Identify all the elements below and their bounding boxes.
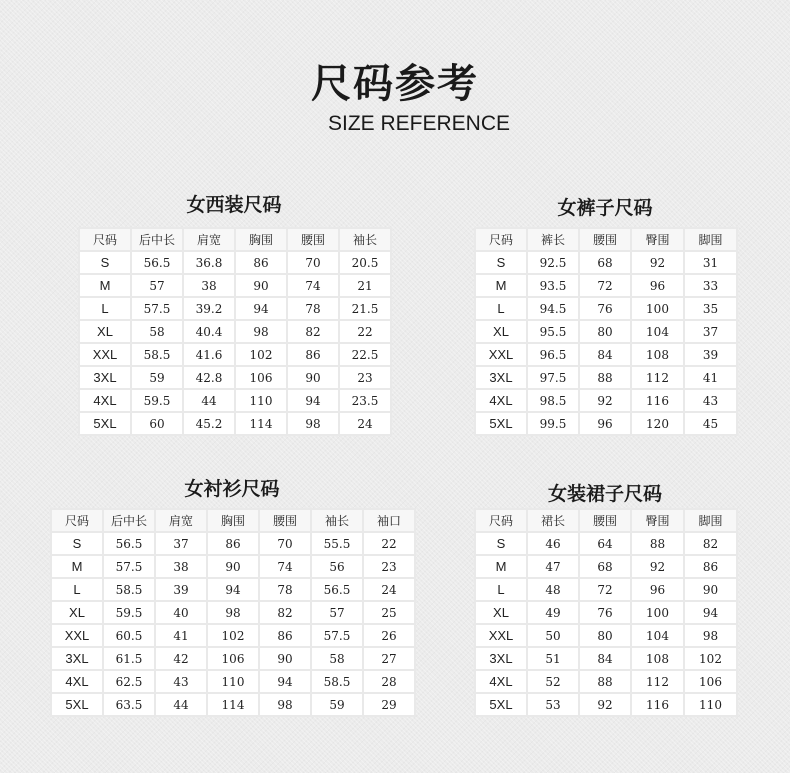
measurement-cell: 52 [527, 670, 579, 693]
size-label-cell: 3XL [51, 647, 103, 670]
measurement-cell: 90 [207, 555, 259, 578]
table-row [79, 251, 391, 274]
measurement-cell: 57 [131, 274, 183, 297]
table-row [79, 366, 391, 389]
size-label-cell: S [51, 532, 103, 555]
table-header-row [51, 509, 415, 532]
measurement-cell: 102 [235, 343, 287, 366]
measurement-cell: 100 [631, 297, 684, 320]
size-label-cell: 5XL [79, 412, 131, 435]
size-label-cell: 5XL [51, 693, 103, 716]
size-label-cell: L [51, 578, 103, 601]
measurement-cell: 60 [131, 412, 183, 435]
measurement-cell: 41 [155, 624, 207, 647]
table-row [51, 647, 415, 670]
size-label-cell: 3XL [475, 366, 527, 389]
size-label-cell: S [79, 251, 131, 274]
size-label-cell: S [475, 532, 527, 555]
measurement-cell: 84 [579, 343, 631, 366]
measurement-cell: 24 [339, 412, 391, 435]
measurement-cell: 72 [579, 274, 631, 297]
measurement-cell: 58.5 [131, 343, 183, 366]
size-label-cell: XL [475, 320, 527, 343]
measurement-cell: 95.5 [527, 320, 579, 343]
table-row [475, 601, 737, 624]
column-header: 袖口 [363, 509, 415, 532]
measurement-cell: 56.5 [131, 251, 183, 274]
size-label-cell: M [475, 274, 527, 297]
measurement-cell: 22.5 [339, 343, 391, 366]
size-label-cell: 4XL [475, 389, 527, 412]
measurement-cell: 58 [311, 647, 363, 670]
measurement-cell: 96.5 [527, 343, 579, 366]
measurement-cell: 21.5 [339, 297, 391, 320]
measurement-cell: 94 [235, 297, 287, 320]
measurement-cell: 59 [131, 366, 183, 389]
pants-size-table [474, 227, 738, 436]
column-header: 尺码 [79, 228, 131, 251]
table-row [51, 601, 415, 624]
column-header: 脚围 [684, 509, 737, 532]
table-row [51, 693, 415, 716]
measurement-cell: 39 [155, 578, 207, 601]
size-label-cell: 3XL [475, 647, 527, 670]
measurement-cell: 41 [684, 366, 737, 389]
measurement-cell: 59 [311, 693, 363, 716]
measurement-cell: 96 [631, 578, 684, 601]
measurement-cell: 94 [207, 578, 259, 601]
size-label-cell: L [475, 297, 527, 320]
table-header-row [475, 509, 737, 532]
size-label-cell: XXL [475, 343, 527, 366]
table-row [475, 555, 737, 578]
measurement-cell: 98 [287, 412, 339, 435]
table-row [475, 532, 737, 555]
measurement-cell: 23 [363, 555, 415, 578]
measurement-cell: 74 [287, 274, 339, 297]
measurement-cell: 116 [631, 693, 684, 716]
table-row [51, 578, 415, 601]
table-row [475, 251, 737, 274]
column-header: 臀围 [631, 509, 684, 532]
measurement-cell: 23.5 [339, 389, 391, 412]
measurement-cell: 59.5 [131, 389, 183, 412]
measurement-cell: 57 [311, 601, 363, 624]
measurement-cell: 35 [684, 297, 737, 320]
measurement-cell: 94 [287, 389, 339, 412]
measurement-cell: 84 [579, 647, 631, 670]
column-header: 裤长 [527, 228, 579, 251]
measurement-cell: 82 [684, 532, 737, 555]
column-header: 后中长 [103, 509, 155, 532]
measurement-cell: 42 [155, 647, 207, 670]
table-row [475, 274, 737, 297]
column-header: 尺码 [475, 509, 527, 532]
table-row [475, 366, 737, 389]
measurement-cell: 100 [631, 601, 684, 624]
table-row [475, 320, 737, 343]
measurement-cell: 92 [579, 693, 631, 716]
size-label-cell: XL [475, 601, 527, 624]
measurement-cell: 44 [183, 389, 235, 412]
column-header: 腰围 [579, 228, 631, 251]
measurement-cell: 110 [684, 693, 737, 716]
column-header: 臀围 [631, 228, 684, 251]
measurement-cell: 96 [631, 274, 684, 297]
size-label-cell: 4XL [475, 670, 527, 693]
table-row [475, 343, 737, 366]
measurement-cell: 93.5 [527, 274, 579, 297]
measurement-cell: 96 [579, 412, 631, 435]
measurement-cell: 98.5 [527, 389, 579, 412]
size-label-cell: XXL [475, 624, 527, 647]
column-header: 脚围 [684, 228, 737, 251]
measurement-cell: 86 [259, 624, 311, 647]
measurement-cell: 58.5 [103, 578, 155, 601]
measurement-cell: 86 [287, 343, 339, 366]
measurement-cell: 51 [527, 647, 579, 670]
measurement-cell: 82 [287, 320, 339, 343]
measurement-cell: 108 [631, 647, 684, 670]
table-row [79, 389, 391, 412]
measurement-cell: 22 [339, 320, 391, 343]
measurement-cell: 27 [363, 647, 415, 670]
measurement-cell: 56.5 [311, 578, 363, 601]
measurement-cell: 36.8 [183, 251, 235, 274]
column-header: 袖长 [339, 228, 391, 251]
measurement-cell: 116 [631, 389, 684, 412]
measurement-cell: 86 [207, 532, 259, 555]
measurement-cell: 23 [339, 366, 391, 389]
measurement-cell: 98 [235, 320, 287, 343]
measurement-cell: 39 [684, 343, 737, 366]
measurement-cell: 112 [631, 366, 684, 389]
measurement-cell: 37 [684, 320, 737, 343]
measurement-cell: 80 [579, 320, 631, 343]
measurement-cell: 88 [579, 670, 631, 693]
table-row [79, 297, 391, 320]
table-row [475, 389, 737, 412]
measurement-cell: 20.5 [339, 251, 391, 274]
measurement-cell: 70 [259, 532, 311, 555]
table-row [475, 647, 737, 670]
measurement-cell: 110 [235, 389, 287, 412]
table-row [475, 693, 737, 716]
measurement-cell: 72 [579, 578, 631, 601]
shirt-size-table [50, 508, 416, 717]
measurement-cell: 24 [363, 578, 415, 601]
measurement-cell: 106 [235, 366, 287, 389]
table-row [475, 578, 737, 601]
measurement-cell: 41.6 [183, 343, 235, 366]
table-header-row [79, 228, 391, 251]
page-title: 尺码参考 [311, 61, 479, 107]
measurement-cell: 78 [259, 578, 311, 601]
measurement-cell: 98 [207, 601, 259, 624]
measurement-cell: 25 [363, 601, 415, 624]
measurement-cell: 80 [579, 624, 631, 647]
column-header: 尺码 [51, 509, 103, 532]
column-header: 后中长 [131, 228, 183, 251]
measurement-cell: 56.5 [103, 532, 155, 555]
measurement-cell: 76 [579, 297, 631, 320]
table-row [475, 670, 737, 693]
measurement-cell: 42.8 [183, 366, 235, 389]
measurement-cell: 38 [155, 555, 207, 578]
shirt-size-title: 女衬衫尺码 [184, 478, 280, 500]
table-row [475, 412, 737, 435]
measurement-cell: 58 [131, 320, 183, 343]
table-row [79, 343, 391, 366]
measurement-cell: 31 [684, 251, 737, 274]
measurement-cell: 58.5 [311, 670, 363, 693]
measurement-cell: 60.5 [103, 624, 155, 647]
size-label-cell: M [51, 555, 103, 578]
measurement-cell: 86 [684, 555, 737, 578]
suit-size-table [78, 227, 392, 436]
table-header-row [475, 228, 737, 251]
table-row [51, 624, 415, 647]
measurement-cell: 53 [527, 693, 579, 716]
measurement-cell: 64 [579, 532, 631, 555]
measurement-cell: 21 [339, 274, 391, 297]
measurement-cell: 99.5 [527, 412, 579, 435]
measurement-cell: 48 [527, 578, 579, 601]
measurement-cell: 120 [631, 412, 684, 435]
measurement-cell: 104 [631, 320, 684, 343]
measurement-cell: 86 [235, 251, 287, 274]
measurement-cell: 28 [363, 670, 415, 693]
measurement-cell: 106 [207, 647, 259, 670]
measurement-cell: 90 [259, 647, 311, 670]
measurement-cell: 94 [259, 670, 311, 693]
skirt-size-title: 女装裙子尺码 [547, 483, 662, 505]
column-header: 腰围 [287, 228, 339, 251]
measurement-cell: 39.2 [183, 297, 235, 320]
measurement-cell: 82 [259, 601, 311, 624]
column-header: 肩宽 [183, 228, 235, 251]
size-label-cell: 4XL [79, 389, 131, 412]
measurement-cell: 63.5 [103, 693, 155, 716]
measurement-cell: 57.5 [131, 297, 183, 320]
measurement-cell: 22 [363, 532, 415, 555]
measurement-cell: 92 [579, 389, 631, 412]
pants-size-title: 女裤子尺码 [557, 197, 653, 219]
measurement-cell: 55.5 [311, 532, 363, 555]
measurement-cell: 68 [579, 555, 631, 578]
size-label-cell: 4XL [51, 670, 103, 693]
measurement-cell: 90 [235, 274, 287, 297]
measurement-cell: 70 [287, 251, 339, 274]
measurement-cell: 78 [287, 297, 339, 320]
table-row [51, 670, 415, 693]
measurement-cell: 59.5 [103, 601, 155, 624]
table-row [51, 532, 415, 555]
size-label-cell: XXL [51, 624, 103, 647]
measurement-cell: 57.5 [103, 555, 155, 578]
table-row [79, 412, 391, 435]
measurement-cell: 114 [207, 693, 259, 716]
column-header: 胸围 [207, 509, 259, 532]
column-header: 袖长 [311, 509, 363, 532]
measurement-cell: 90 [684, 578, 737, 601]
measurement-cell: 47 [527, 555, 579, 578]
table-row [79, 274, 391, 297]
measurement-cell: 49 [527, 601, 579, 624]
measurement-cell: 43 [155, 670, 207, 693]
measurement-cell: 45.2 [183, 412, 235, 435]
measurement-cell: 94 [684, 601, 737, 624]
measurement-cell: 38 [183, 274, 235, 297]
measurement-cell: 88 [579, 366, 631, 389]
measurement-cell: 102 [207, 624, 259, 647]
measurement-cell: 112 [631, 670, 684, 693]
measurement-cell: 114 [235, 412, 287, 435]
measurement-cell: 104 [631, 624, 684, 647]
measurement-cell: 46 [527, 532, 579, 555]
table-row [79, 320, 391, 343]
measurement-cell: 110 [207, 670, 259, 693]
column-header: 腰围 [259, 509, 311, 532]
size-label-cell: S [475, 251, 527, 274]
measurement-cell: 98 [684, 624, 737, 647]
measurement-cell: 108 [631, 343, 684, 366]
measurement-cell: 97.5 [527, 366, 579, 389]
size-label-cell: 3XL [79, 366, 131, 389]
column-header: 肩宽 [155, 509, 207, 532]
size-label-cell: XL [51, 601, 103, 624]
measurement-cell: 33 [684, 274, 737, 297]
measurement-cell: 57.5 [311, 624, 363, 647]
measurement-cell: 26 [363, 624, 415, 647]
column-header: 腰围 [579, 509, 631, 532]
size-label-cell: L [79, 297, 131, 320]
measurement-cell: 102 [684, 647, 737, 670]
measurement-cell: 92 [631, 251, 684, 274]
measurement-cell: 68 [579, 251, 631, 274]
column-header: 尺码 [475, 228, 527, 251]
page-subtitle: SIZE REFERENCE [327, 112, 511, 135]
measurement-cell: 62.5 [103, 670, 155, 693]
measurement-cell: 106 [684, 670, 737, 693]
measurement-cell: 92.5 [527, 251, 579, 274]
size-label-cell: M [475, 555, 527, 578]
table-row [51, 555, 415, 578]
table-row [475, 297, 737, 320]
measurement-cell: 50 [527, 624, 579, 647]
table-row [475, 624, 737, 647]
suit-size-title: 女西装尺码 [186, 194, 282, 216]
measurement-cell: 74 [259, 555, 311, 578]
measurement-cell: 92 [631, 555, 684, 578]
measurement-cell: 94.5 [527, 297, 579, 320]
measurement-cell: 40 [155, 601, 207, 624]
measurement-cell: 40.4 [183, 320, 235, 343]
measurement-cell: 29 [363, 693, 415, 716]
measurement-cell: 37 [155, 532, 207, 555]
size-label-cell: 5XL [475, 693, 527, 716]
measurement-cell: 61.5 [103, 647, 155, 670]
measurement-cell: 43 [684, 389, 737, 412]
size-label-cell: XXL [79, 343, 131, 366]
measurement-cell: 56 [311, 555, 363, 578]
measurement-cell: 76 [579, 601, 631, 624]
column-header: 裙长 [527, 509, 579, 532]
measurement-cell: 44 [155, 693, 207, 716]
skirt-size-table [474, 508, 738, 717]
measurement-cell: 98 [259, 693, 311, 716]
column-header: 胸围 [235, 228, 287, 251]
measurement-cell: 88 [631, 532, 684, 555]
size-label-cell: XL [79, 320, 131, 343]
measurement-cell: 45 [684, 412, 737, 435]
measurement-cell: 90 [287, 366, 339, 389]
size-label-cell: 5XL [475, 412, 527, 435]
size-label-cell: L [475, 578, 527, 601]
size-label-cell: M [79, 274, 131, 297]
